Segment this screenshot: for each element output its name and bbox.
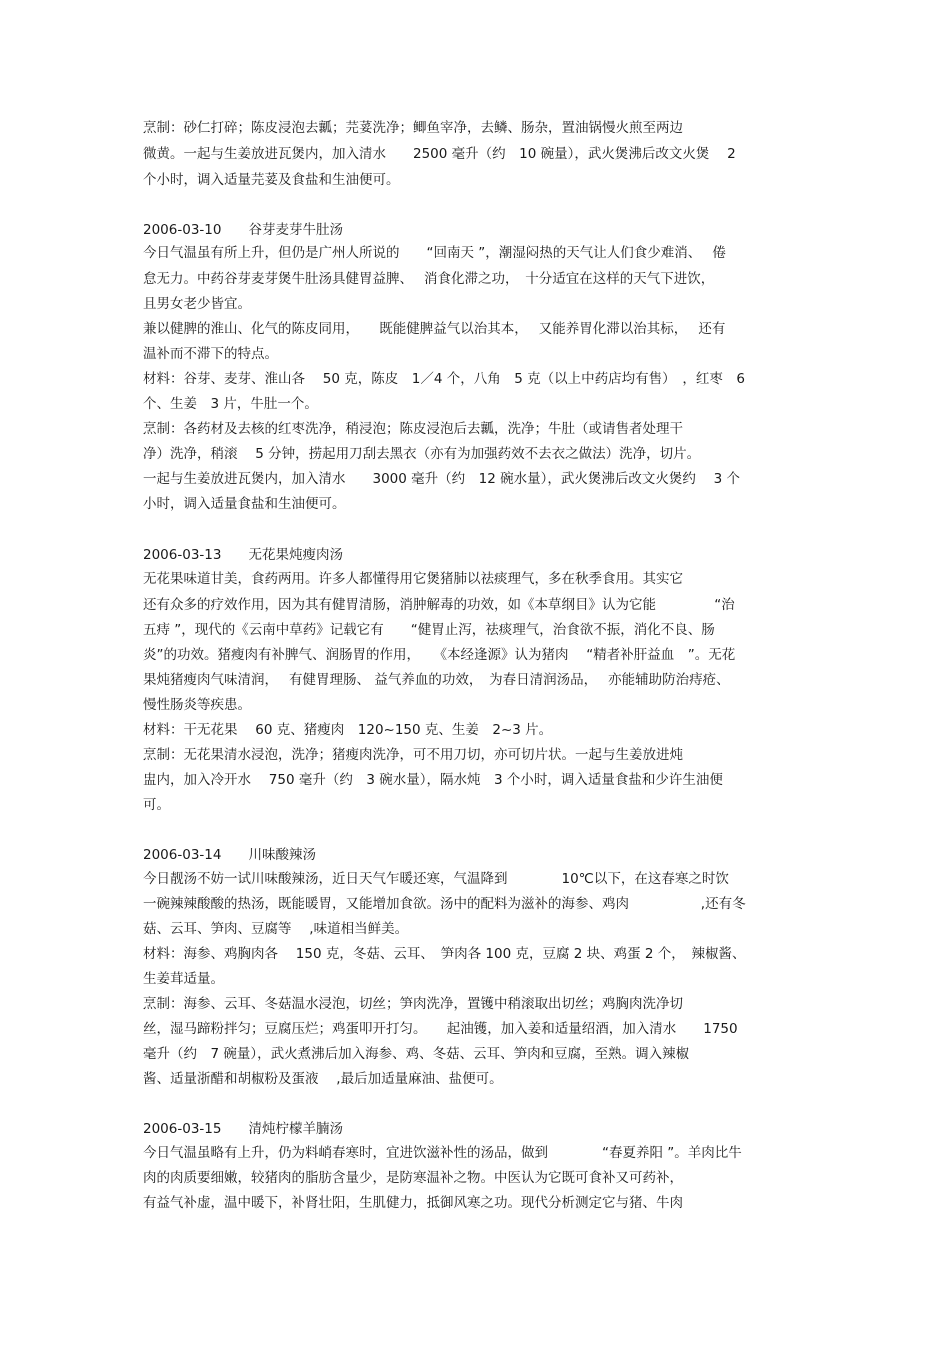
text-line: 小时，调入适量食盐和生油便可。 — [143, 496, 346, 512]
text-line: 烹制：海参、云耳、冬菇温水浸泡，切丝；笋肉洗净，置镬中稍滚取出切丝；鸡胸肉洗净切 — [143, 996, 683, 1012]
text-line: 丝，湿马蹄粉拌匀；豆腐压烂；鸡蛋叩开打匀。 起油镬，加入姜和适量绍酒，加入清水 1750 — [143, 1021, 738, 1037]
text-line: 酱、适量浙醋和胡椒粉及蛋液 ,最后加适量麻油、盐便可。 — [143, 1071, 503, 1087]
text-line: 材料：谷芽、麦芽、淮山各 50 克，陈皮 1／4 个，八角 5 克（以上中药店均有售） ，红枣 6 — [143, 371, 745, 387]
text-line: 有益气补虚，温中暖下，补肾壮阳，生肌健力，抵御风寒之功。现代分析测定它与猪、牛肉 — [143, 1195, 683, 1211]
text-line: 烹制：无花果清水浸泡，洗净；猪瘦肉洗净，可不用刀切，亦可切片状。一起与生姜放进炖 — [143, 747, 683, 763]
text-line: 生姜茸适量。 — [143, 971, 224, 987]
text-line: 毫升（约 7 碗量），武火煮沸后加入海参、鸡、冬菇、云耳、笋肉和豆腐，至熟。调入辣椒 — [143, 1046, 690, 1062]
text-line: 微黄。一起与生姜放进瓦煲内，加入清水 2500 毫升（约 10 碗量），武火煲沸后改文火煲 2 — [143, 146, 736, 162]
text-line: 今日靓汤不妨一试川味酸辣汤，近日天气乍暖还寒，气温降到 10℃以下，在这春寒之时饮 — [143, 871, 729, 887]
text-line: 温补而不滞下的特点。 — [143, 346, 278, 362]
text-line: 兼以健脾的淮山、化气的陈皮同用， 既能健脾益气以治其本， 又能养胃化滞以治其标， 还有 — [143, 321, 726, 337]
text-line: 个、生姜 3 片，牛肚一个。 — [143, 396, 318, 412]
section-heading: 2006-03-13 无花果炖瘦肉汤 — [143, 547, 343, 563]
text-line: 五痔 ”，现代的《云南中草药》记载它有 “健胃止泻，祛痰理气，治食欲不振，消化不良、肠 — [143, 622, 715, 638]
text-line: 净）洗净，稍滚 5 分钟，捞起用刀刮去黑衣（亦有为加强药效不去衣之做法）洗净，切片。 — [143, 446, 701, 462]
text-line: 还有众多的疗效作用，因为其有健胃清肠，消肿解毒的功效，如《本草纲目》认为它能 “治 — [143, 597, 735, 613]
text-line: 可。 — [143, 797, 170, 813]
text-line: 今日气温虽有所上升，但仍是广州人所说的 “回南天 ”，潮湿闷热的天气让人们食少难消、 倦 — [143, 245, 726, 261]
text-line: 菇、云耳、笋肉、豆腐等 ,味道相当鲜美。 — [143, 921, 409, 937]
text-line: 怠无力。中药谷芽麦芽煲牛肚汤具健胃益脾、 消食化滞之功， 十分适宜在这样的天气下进饮， — [143, 271, 715, 287]
text-line: 材料：海参、鸡胸肉各 150 克，冬菇、云耳、 笋肉各 100 克，豆腐 2 块、鸡蛋 2 个， 辣椒酱、 — [143, 946, 746, 962]
text-line: 烹制：各药材及去核的红枣洗净，稍浸泡；陈皮浸泡后去瓤，洗净；牛肚（或请售者处理干 — [143, 421, 683, 437]
text-line: 炎”的功效。猪瘦肉有补脾气、润肠胃的作用， 《本经逢源》认为猪肉 “精者补肝益血 ”。无花 — [143, 647, 736, 663]
text-line: 盅内，加入冷开水 750 毫升（约 3 碗水量），隔水炖 3 个小时，调入适量食盐和少许生油便 — [143, 772, 723, 788]
section-heading: 2006-03-15 清炖柠檬羊腩汤 — [143, 1121, 343, 1137]
text-line: 烹制：砂仁打碎；陈皮浸泡去瓤；芫荽洗净；鲫鱼宰净，去鳞、肠杂，置油锅慢火煎至两边 — [143, 120, 683, 136]
text-line: 果炖猪瘦肉气味清润， 有健胃理肠、 益气养血的功效， 为春日清润汤品， 亦能辅助防治痔疮、 — [143, 672, 730, 688]
text-line: 一起与生姜放进瓦煲内，加入清水 3000 毫升（约 12 碗水量），武火煲沸后改文火煲约 3 个 — [143, 471, 741, 487]
text-line: 材料：干无花果 60 克、猪瘦肉 120~150 克、生姜 2~3 片。 — [143, 722, 553, 738]
text-line: 且男女老少皆宜。 — [143, 296, 251, 312]
text-line: 今日气温虽略有上升，仍为料峭春寒时，宜进饮滋补性的汤品，做到 “春夏养阳 ”。羊肉比牛 — [143, 1145, 742, 1161]
text-line: 个小时，调入适量芫荽及食盐和生油便可。 — [143, 172, 400, 188]
text-line: 肉的肉质要细嫩，较猪肉的脂肪含量少，是防寒温补之物。中医认为它既可食补又可药补， — [143, 1170, 683, 1186]
text-line: 一碗辣辣酸酸的热汤，既能暖胃，又能增加食欲。汤中的配料为滋补的海参、鸡肉 ,还有冬 — [143, 896, 746, 912]
section-heading: 2006-03-14 川味酸辣汤 — [143, 847, 316, 863]
text-line: 慢性肠炎等疾患。 — [143, 697, 251, 713]
section-heading: 2006-03-10 谷芽麦芽牛肚汤 — [143, 222, 343, 238]
text-line: 无花果味道甘美，食药两用。许多人都懂得用它煲猪肺以祛痰理气，多在秋季食用。其实它 — [143, 571, 683, 587]
